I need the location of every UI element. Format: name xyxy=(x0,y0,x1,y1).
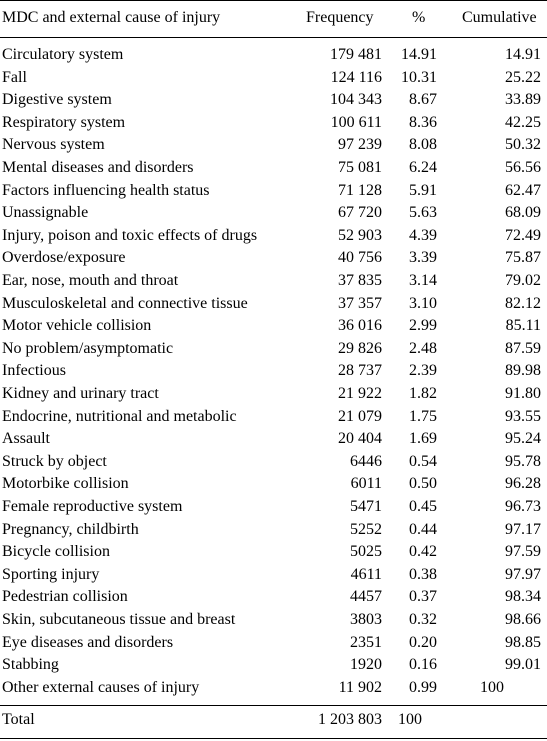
row-label: Sporting injury xyxy=(2,565,100,583)
header-rule xyxy=(0,37,547,38)
row-cumulative: 91.80 xyxy=(505,385,541,402)
header-percent: % xyxy=(412,9,426,26)
row-percent: 8.67 xyxy=(409,91,437,109)
row-label: Overdose/exposure xyxy=(2,249,126,267)
row-cumulative: 89.98 xyxy=(505,362,541,380)
row-label: Pedestrian collision xyxy=(2,588,128,606)
table-row xyxy=(0,315,547,338)
total-rule xyxy=(0,705,547,706)
row-frequency: 1920 xyxy=(350,656,382,674)
row-cumulative: 42.25 xyxy=(505,113,541,131)
row-percent: 5.63 xyxy=(409,204,437,222)
row-frequency: 5471 xyxy=(350,498,382,515)
row-cumulative: 95.78 xyxy=(505,452,541,470)
row-label: Motor vehicle collision xyxy=(2,317,152,335)
row-frequency: 40 756 xyxy=(338,249,382,267)
table-row xyxy=(0,541,547,564)
table-row xyxy=(0,270,547,293)
header-name: MDC and external cause of injury xyxy=(2,9,221,26)
row-cumulative: 14.91 xyxy=(505,46,541,63)
row-label: Respiratory system xyxy=(2,113,126,131)
row-label: Assault xyxy=(2,430,50,448)
row-percent: 1.69 xyxy=(409,430,437,448)
row-cumulative: 97.59 xyxy=(505,543,541,561)
row-cumulative: 62.47 xyxy=(505,181,541,199)
row-percent: 3.14 xyxy=(409,272,437,289)
row-frequency: 5025 xyxy=(350,543,382,561)
row-frequency: 71 128 xyxy=(338,181,382,199)
row-percent: 10.31 xyxy=(401,68,437,86)
row-percent: 0.37 xyxy=(409,588,437,606)
table-row xyxy=(0,89,547,112)
row-frequency: 28 737 xyxy=(338,362,382,380)
row-percent: 6.24 xyxy=(409,159,437,176)
row-percent: 0.42 xyxy=(409,543,437,561)
row-percent: 1.82 xyxy=(409,385,437,402)
row-cumulative: 82.12 xyxy=(505,294,541,312)
row-cumulative: 56.56 xyxy=(505,159,541,176)
table-row xyxy=(0,632,547,655)
row-label: Struck by object xyxy=(2,452,107,470)
total-label: Total xyxy=(2,711,35,728)
total-row xyxy=(0,709,547,732)
row-cumulative: 75.87 xyxy=(505,249,541,267)
row-cumulative: 95.24 xyxy=(505,430,541,448)
row-cumulative: 79.02 xyxy=(505,272,541,289)
row-percent: 0.20 xyxy=(409,633,437,651)
table-row xyxy=(0,451,547,474)
row-frequency: 21 922 xyxy=(338,385,382,402)
row-frequency: 37 357 xyxy=(338,294,382,312)
row-frequency: 3803 xyxy=(350,611,382,628)
table-row xyxy=(0,654,547,677)
total-frequency: 1 203 803 xyxy=(318,711,382,728)
row-frequency: 6446 xyxy=(350,452,382,470)
row-cumulative: 93.55 xyxy=(505,407,541,425)
table-row xyxy=(0,677,547,700)
row-cumulative: 97.97 xyxy=(505,565,541,583)
table-row xyxy=(0,406,547,429)
row-cumulative: 100 xyxy=(480,678,504,696)
row-frequency: 4457 xyxy=(350,588,382,606)
row-label: No problem/asymptomatic xyxy=(2,339,174,357)
row-frequency: 5252 xyxy=(350,520,382,538)
row-label: Fall xyxy=(2,68,27,86)
header-frequency: Frequency xyxy=(306,9,374,26)
row-frequency: 6011 xyxy=(350,475,382,493)
row-percent: 0.99 xyxy=(409,678,437,696)
table-row xyxy=(0,67,547,90)
row-cumulative: 85.11 xyxy=(505,317,541,335)
row-percent: 3.39 xyxy=(409,249,437,267)
row-frequency: 4611 xyxy=(350,565,382,583)
row-percent: 3.10 xyxy=(409,294,437,312)
row-percent: 0.50 xyxy=(409,475,437,493)
top-rule xyxy=(0,0,547,1)
row-cumulative: 98.85 xyxy=(505,633,541,651)
row-label: Mental diseases and disorders xyxy=(2,159,194,176)
row-percent: 14.91 xyxy=(401,46,437,63)
row-label: Infectious xyxy=(2,362,66,380)
row-cumulative: 98.66 xyxy=(505,611,541,628)
row-cumulative: 33.89 xyxy=(505,91,541,109)
table-row xyxy=(0,293,547,316)
row-label: Circulatory system xyxy=(2,46,124,63)
table-row xyxy=(0,473,547,496)
row-frequency: 67 720 xyxy=(338,204,382,222)
table-row xyxy=(0,383,547,406)
row-frequency: 2351 xyxy=(350,633,382,651)
row-cumulative: 97.17 xyxy=(505,520,541,538)
row-percent: 4.39 xyxy=(409,226,437,244)
row-cumulative: 72.49 xyxy=(505,226,541,244)
row-percent: 2.39 xyxy=(409,362,437,380)
row-label: Musculoskeletal and connective tissue xyxy=(2,294,248,312)
table-row xyxy=(0,157,547,180)
row-cumulative: 50.32 xyxy=(505,136,541,154)
row-percent: 5.91 xyxy=(409,181,437,199)
row-percent: 1.75 xyxy=(409,407,437,425)
row-label: Bicycle collision xyxy=(2,543,110,561)
row-frequency: 36 016 xyxy=(338,317,382,335)
table-row xyxy=(0,338,547,361)
table-row xyxy=(0,360,547,383)
row-cumulative: 25.22 xyxy=(505,68,541,86)
row-label: Female reproductive system xyxy=(2,498,183,515)
row-frequency: 100 611 xyxy=(330,113,382,131)
row-frequency: 37 835 xyxy=(338,272,382,289)
table-row xyxy=(0,564,547,587)
row-percent: 2.48 xyxy=(409,339,437,357)
row-frequency: 52 903 xyxy=(338,226,382,244)
row-label: Digestive system xyxy=(2,91,112,109)
row-label: Unassignable xyxy=(2,204,89,222)
table-row xyxy=(0,112,547,135)
row-frequency: 21 079 xyxy=(338,407,382,425)
row-label: Injury, poison and toxic effects of drugs xyxy=(2,226,258,244)
table-row xyxy=(0,202,547,225)
row-frequency: 29 826 xyxy=(338,339,382,357)
table-row xyxy=(0,586,547,609)
header-row xyxy=(0,7,547,30)
table-row xyxy=(0,180,547,203)
row-cumulative: 96.28 xyxy=(505,475,541,493)
table-row xyxy=(0,428,547,451)
table-row xyxy=(0,496,547,519)
row-label: Nervous system xyxy=(2,136,105,154)
row-frequency: 20 404 xyxy=(338,430,382,448)
row-percent: 8.08 xyxy=(409,136,437,154)
row-percent: 0.32 xyxy=(409,611,437,628)
row-frequency: 124 116 xyxy=(330,68,382,86)
row-label: Pregnancy, childbirth xyxy=(2,520,139,538)
row-cumulative: 98.34 xyxy=(505,588,541,606)
total-percent: 100 xyxy=(398,711,422,728)
table-row xyxy=(0,247,547,270)
row-label: Factors influencing health status xyxy=(2,181,210,199)
row-percent: 0.16 xyxy=(409,656,437,674)
row-cumulative: 96.73 xyxy=(505,498,541,515)
row-label: Motorbike collision xyxy=(2,475,129,493)
table-row xyxy=(0,225,547,248)
row-frequency: 75 081 xyxy=(338,159,382,176)
row-label: Skin, subcutaneous tissue and breast xyxy=(2,611,236,628)
row-label: Other external causes of injury xyxy=(2,678,200,696)
row-label: Ear, nose, mouth and throat xyxy=(2,272,179,289)
table-row xyxy=(0,44,547,67)
row-frequency: 104 343 xyxy=(330,91,382,109)
row-percent: 0.38 xyxy=(409,565,437,583)
row-percent: 0.45 xyxy=(409,498,437,515)
row-frequency: 179 481 xyxy=(330,46,382,63)
table-row xyxy=(0,609,547,632)
row-label: Stabbing xyxy=(2,656,59,674)
row-label: Kidney and urinary tract xyxy=(2,385,159,402)
row-label: Endocrine, nutritional and metabolic xyxy=(2,407,237,425)
row-percent: 0.44 xyxy=(409,520,437,538)
header-cumulative: Cumulative xyxy=(462,9,537,26)
row-cumulative: 99.01 xyxy=(505,656,541,674)
row-cumulative: 87.59 xyxy=(505,339,541,357)
row-frequency: 11 902 xyxy=(338,678,382,696)
table-row xyxy=(0,519,547,542)
row-percent: 0.54 xyxy=(409,452,437,470)
row-cumulative: 68.09 xyxy=(505,204,541,222)
row-percent: 8.36 xyxy=(409,113,437,131)
row-percent: 2.99 xyxy=(409,317,437,335)
row-label: Eye diseases and disorders xyxy=(2,633,174,651)
bottom-rule xyxy=(0,738,547,739)
table-row xyxy=(0,134,547,157)
row-frequency: 97 239 xyxy=(338,136,382,154)
